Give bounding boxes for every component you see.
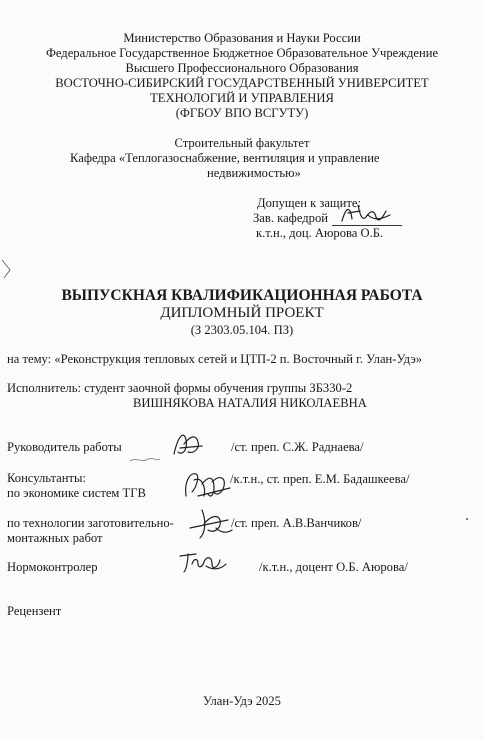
reviewer-label: Рецензент (7, 604, 62, 618)
technology-consultant-name: /ст. преп. А.В.Ванчиков/ (231, 516, 362, 530)
institution-type-line: Федеральное Государственное Бюджетное Образовательное Учреждение (45, 46, 439, 60)
work-title: ВЫПУСКНАЯ КВАЛИФИКАЦИОННАЯ РАБОТА (61, 287, 423, 304)
work-topic: на тему: «Реконструкция тепловых сетей и ЦТП-2 п. Восточный г. Улан-Удэ» (7, 352, 423, 366)
technology-consultant-label-1: по технологии заготовительно- (7, 516, 174, 530)
supervisor-label: Руководитель работы (7, 440, 122, 454)
margin-mark (0, 258, 18, 282)
supervisor-signature (168, 426, 208, 462)
economics-consultant-label: по экономике систем ТГВ (7, 486, 146, 500)
normcontrol-name: /к.т.н., доцент О.Б. Аюрова/ (259, 560, 408, 574)
head-of-department-label: Зав. кафедрой (253, 211, 328, 225)
stamp-mark (128, 455, 162, 465)
faculty-name: Строительный факультет (174, 136, 310, 150)
normcontrol-signature (176, 548, 230, 576)
head-signature (338, 201, 394, 229)
head-of-department-name: к.т.н., доц. Аюрова О.Б. (256, 226, 384, 240)
margin-dot (464, 516, 470, 522)
economics-signature (180, 466, 236, 506)
work-code: (З 2303.05.104. ПЗ) (190, 323, 294, 337)
consultants-label: Консультанты: (7, 471, 86, 485)
university-abbr: (ФГБОУ ВПО ВСГУТУ) (175, 106, 309, 120)
executor-label: Исполнитель: студент заочной формы обучения группы ЗБ330-2 (7, 381, 353, 395)
technology-consultant-label-2: монтажных работ (7, 531, 103, 545)
executor-name: ВИШНЯКОВА НАТАЛИЯ НИКОЛАЕВНА (133, 396, 367, 410)
education-level-line: Высшего Профессионального Образования (125, 61, 359, 75)
university-name-line-2: ТЕХНОЛОГИЙ И УПРАВЛЕНИЯ (150, 91, 334, 105)
city-year: Улан-Удэ 2025 (203, 694, 281, 708)
department-line-2: недвижимостью» (207, 166, 301, 180)
department-line-1: Кафедра «Теплогазоснабжение, вентиляция и управление (70, 151, 380, 165)
normcontrol-label: Нормоконтролер (7, 560, 98, 574)
ministry-line: Министерство Образования и Науки России (123, 31, 361, 45)
work-type: ДИПЛОМНЫЙ ПРОЕКТ (160, 305, 324, 321)
economics-consultant-name: /к.т.н., ст. преп. Е.М. Бадашкеева/ (230, 472, 410, 486)
technology-signature (186, 506, 236, 542)
supervisor-name: /ст. преп. С.Ж. Раднаева/ (231, 440, 364, 454)
university-name-line: ВОСТОЧНО-СИБИРСКИЙ ГОСУДАРСТВЕННЫЙ УНИВЕРСИТЕТ (55, 76, 429, 90)
admitted-to-defense: Допущен к защите: (257, 196, 361, 210)
